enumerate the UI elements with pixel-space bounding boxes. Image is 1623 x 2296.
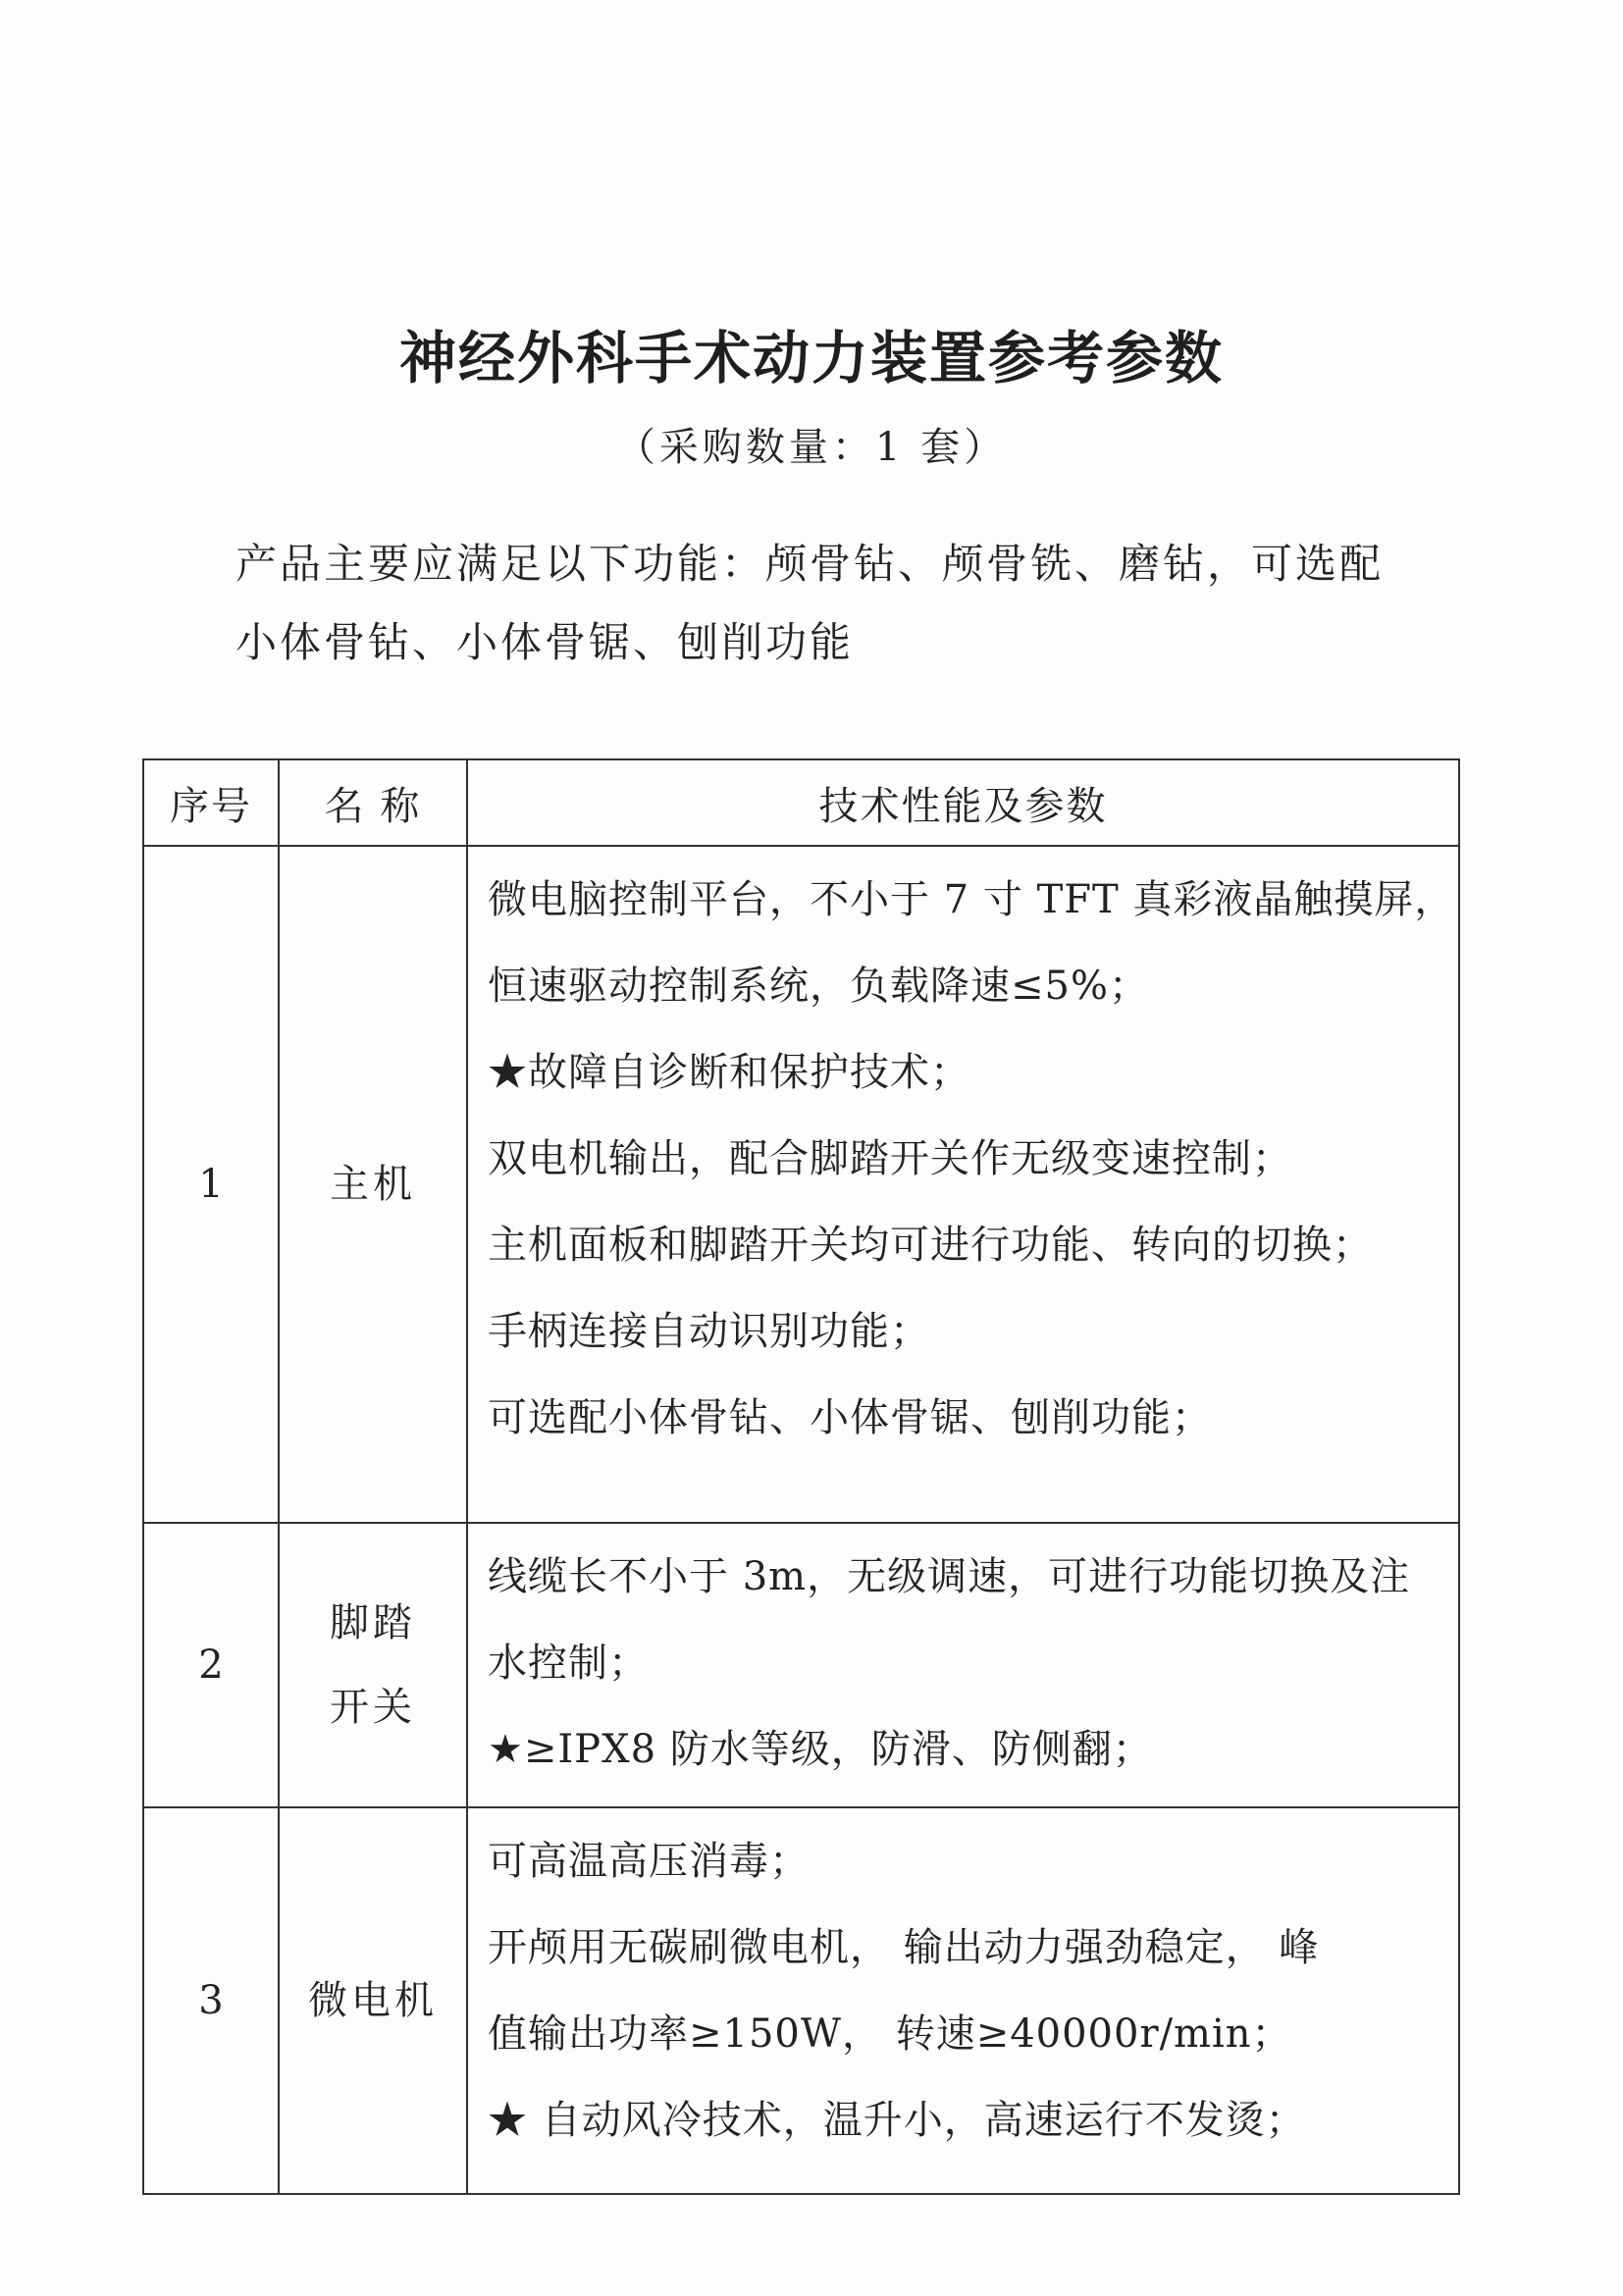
- row-number: 2: [143, 1523, 279, 1807]
- spec-line: 可选配小体骨钻、小体骨锯、刨削功能；: [488, 1395, 1212, 1440]
- header-no: 序号: [143, 759, 279, 846]
- spec-table: [142, 758, 1460, 2195]
- spec-line: 开颅用无碳刷微电机， 输出动力强劲稳定， 峰: [488, 1925, 1320, 1970]
- row-specs: [467, 846, 1459, 1523]
- row-number: 1: [143, 846, 279, 1523]
- spec-line: 微电脑控制平台，不小于 7 寸 TFT 真彩液晶触摸屏，: [488, 877, 1455, 922]
- spec-line: 线缆长不小于 3m，无级调速，可进行功能切换及注: [488, 1554, 1411, 1599]
- intro-line-1: 产品主要应满足以下功能：颅骨钻、颅骨铣、磨钻，可选配: [236, 540, 1385, 588]
- document-title: 神经外科手术动力装置参考参数: [398, 325, 1224, 391]
- purchase-quantity: （采购数量：1 套）: [615, 425, 1008, 470]
- header-specs: 技术性能及参数: [467, 759, 1459, 846]
- spec-line: 水控制；: [488, 1641, 649, 1686]
- spec-line: 可高温高压消毒；: [488, 1839, 810, 1884]
- table-row: [143, 846, 1459, 1523]
- spec-line: 恒速驱动控制系统，负载降速≤5%；: [488, 964, 1149, 1009]
- row-name: [279, 1523, 467, 1807]
- intro-line-2: 小体骨钻、小体骨锯、刨削功能: [236, 618, 855, 666]
- row-name-line: 主机: [330, 1162, 416, 1207]
- table-row: [143, 1807, 1459, 2194]
- spec-line: 手柄连接自动识别功能；: [488, 1309, 930, 1354]
- row-name-line: 开关: [330, 1685, 416, 1730]
- row-specs: [467, 1807, 1459, 2194]
- row-name-line: 脚踏: [330, 1600, 416, 1645]
- header-name: 名 称: [279, 759, 467, 846]
- intro-paragraph: [236, 525, 1413, 682]
- table-row: [143, 1523, 1459, 1807]
- row-name-line: 微电机: [308, 1978, 438, 2023]
- row-name: [279, 846, 467, 1523]
- spec-line: ★≥IPX8 防水等级，防滑、防侧翻；: [488, 1727, 1153, 1772]
- spec-line: ★ 自动风冷技术，温升小，高速运行不发烫；: [488, 2098, 1306, 2143]
- row-name: [279, 1807, 467, 2194]
- row-number: 3: [143, 1807, 279, 2194]
- table-header-row: [143, 759, 1459, 846]
- spec-line: 双电机输出，配合脚踏开关作无级变速控制；: [488, 1136, 1292, 1181]
- spec-line: 主机面板和脚踏开关均可进行功能、转向的切换；: [488, 1223, 1373, 1268]
- spec-line: ★故障自诊断和保护技术；: [488, 1050, 970, 1095]
- row-specs: [467, 1523, 1459, 1807]
- spec-line: 值输出功率≥150W， 转速≥40000r/min；: [488, 2011, 1292, 2057]
